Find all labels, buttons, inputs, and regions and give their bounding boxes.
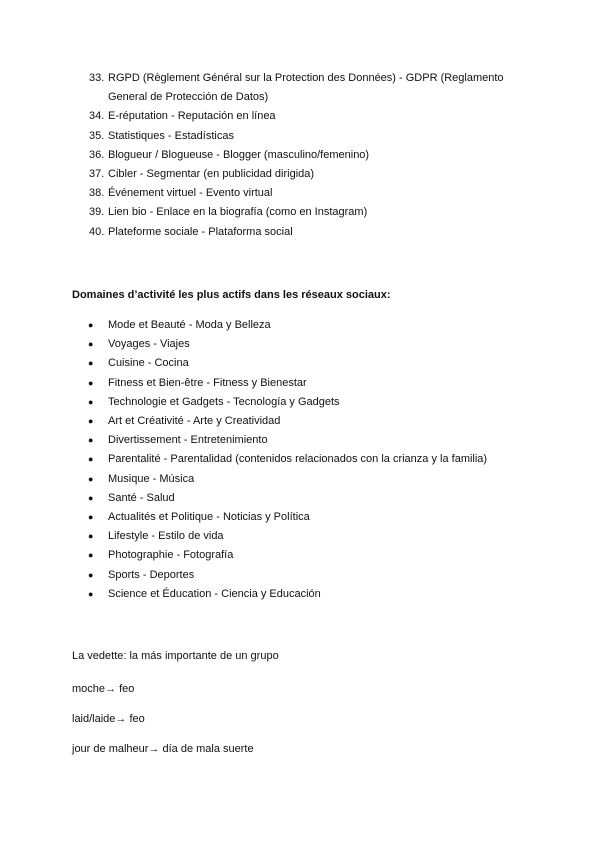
bullet-list-item: ● Divertissement - Entretenimiento bbox=[88, 431, 548, 450]
note-line: moche→ feo bbox=[72, 683, 135, 695]
item-number: 33. bbox=[89, 72, 105, 84]
bullet-list-item: ● Lifestyle - Estilo de vida bbox=[88, 527, 548, 546]
bullet-list-item: ● Actualités et Politique - Noticias y Política bbox=[88, 508, 548, 527]
bullet-list-item: ● Photographie - Fotografía bbox=[88, 546, 548, 565]
bullet-list-item: ● Fitness et Bien-être - Fitness y Bienestar bbox=[88, 374, 548, 393]
bullet-list-item: ● Musique - Música bbox=[88, 470, 548, 489]
bullet-list-item: ● Technologie et Gadgets - Tecnología y Gadgets bbox=[88, 393, 548, 412]
domains-bullet-list bbox=[88, 316, 548, 604]
bullet-list-item: ● Mode et Beauté - Moda y Belleza bbox=[88, 316, 548, 335]
bullet-list-item: ● Cuisine - Cocina bbox=[88, 354, 548, 373]
note-line: jour de malheur→ día de mala suerte bbox=[72, 743, 254, 755]
item-number: 35. bbox=[89, 129, 105, 142]
item-number: 39. bbox=[89, 206, 105, 219]
note-line: La vedette: la más importante de un grupo bbox=[72, 650, 279, 662]
numbered-list-item bbox=[80, 184, 540, 203]
bullet-list-item: ● Santé - Salud bbox=[88, 489, 548, 508]
item-text: Plateforme sociale - Plataforma social bbox=[108, 225, 293, 238]
numbered-list-item bbox=[80, 127, 540, 146]
bullet-list-item: ● Science et Éducation - Ciencia y Educación bbox=[88, 585, 548, 604]
item-number: 34. bbox=[89, 110, 105, 123]
item-text: RGPD (Règlement Général sur la Protection des Données) - GDPR (Reglamento General de Protección de Datos) bbox=[108, 72, 504, 104]
item-number: 36. bbox=[89, 148, 105, 161]
item-text: Événement virtuel - Evento virtual bbox=[108, 187, 273, 200]
bullet-list-item: ● Art et Créativité - Arte y Creatividad bbox=[88, 412, 548, 431]
item-number: 38. bbox=[89, 187, 105, 200]
numbered-list-item bbox=[80, 165, 540, 184]
domains-heading: Domaines d’activité les plus actifs dans les réseaux sociaux: bbox=[72, 289, 391, 301]
bullet-list-item: ● Parentalité - Parentalidad (contenidos relacionados con la crianza y la familia) bbox=[88, 450, 548, 469]
item-number: 37. bbox=[89, 168, 105, 181]
numbered-list-item bbox=[80, 69, 540, 107]
item-number: 40. bbox=[89, 225, 105, 238]
item-text: E-réputation - Reputación en línea bbox=[108, 110, 276, 123]
item-text: Blogueur / Blogueuse - Blogger (masculino/femenino) bbox=[108, 148, 370, 161]
numbered-list-item bbox=[80, 223, 540, 242]
note-line: laid/laide→ feo bbox=[72, 713, 145, 725]
vocabulary-numbered-list bbox=[80, 69, 540, 242]
numbered-list-item bbox=[80, 107, 540, 126]
bullet-list-item: ● Voyages - Viajes bbox=[88, 335, 548, 354]
numbered-list-item bbox=[80, 146, 540, 165]
numbered-list-item bbox=[80, 203, 540, 222]
item-text: Lien bio - Enlace en la biografía (como en Instagram) bbox=[108, 206, 368, 219]
bullet-list-item: ● Sports - Deportes bbox=[88, 566, 548, 585]
item-text: Statistiques - Estadísticas bbox=[108, 129, 234, 142]
item-text: Cibler - Segmentar (en publicidad dirigida) bbox=[108, 168, 315, 181]
